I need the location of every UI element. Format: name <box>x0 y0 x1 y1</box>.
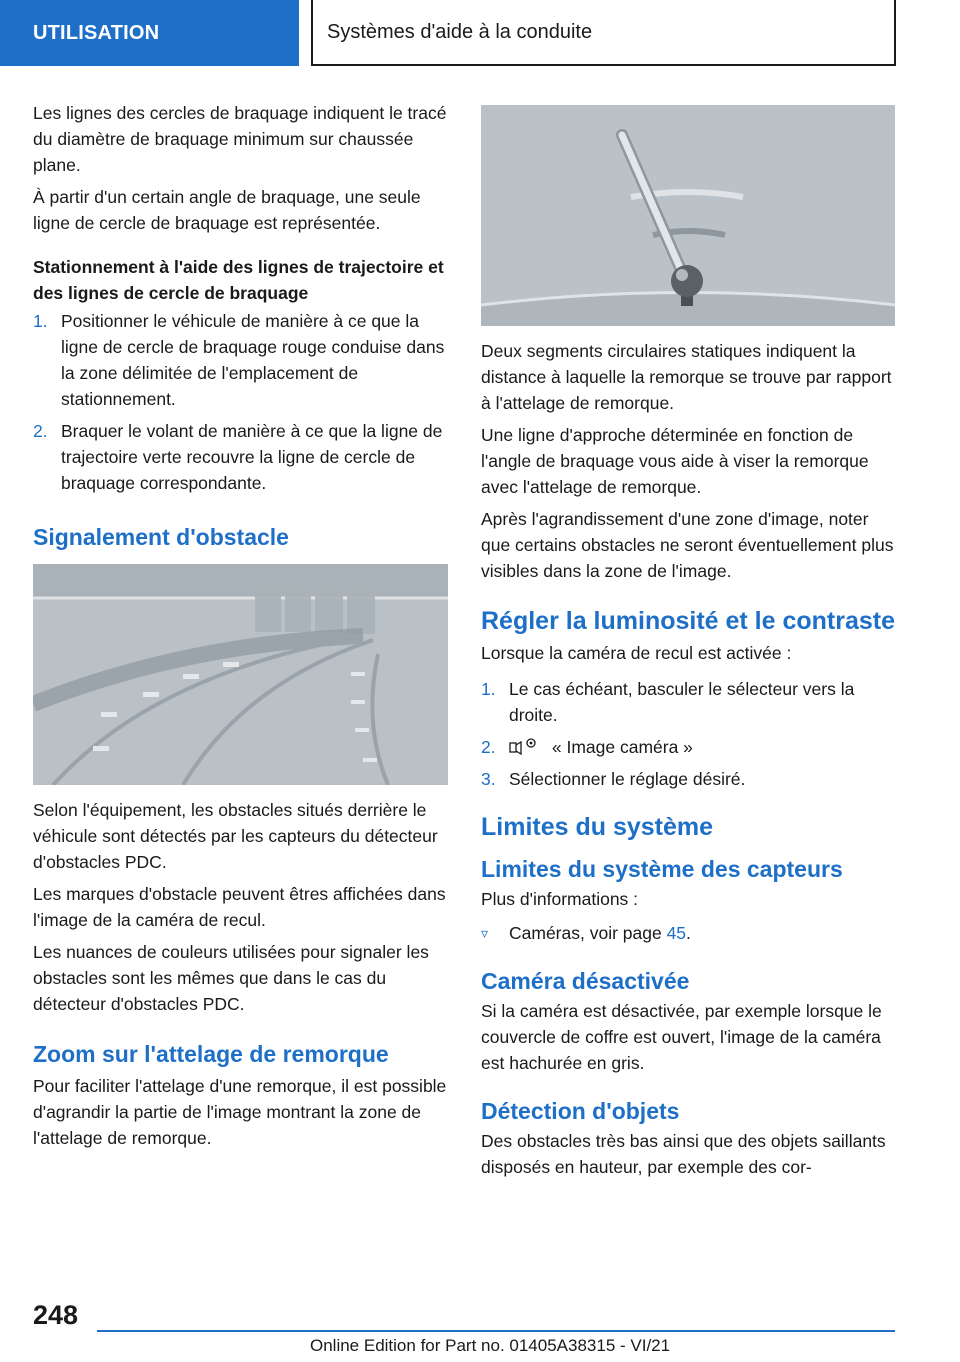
paragraph: Une ligne d'approche déterminée en fonction de l'angle de braquage vous aide à viser la remorque avec l'attelage de remorque. <box>481 425 869 497</box>
step-text: Le cas échéant, basculer le sélecteur vers la droite. <box>509 679 855 725</box>
heading-limits: Limites du système <box>481 813 714 841</box>
heading-camera-off: Caméra désactivée <box>481 968 690 994</box>
list-item <box>33 308 448 412</box>
paragraph: Les nuances de couleurs utilisées pour signaler les obstacles sont les mêmes que dans le cas du détecteur d'obstacles PDC. <box>33 942 429 1014</box>
list-item <box>481 734 895 760</box>
step-number: 2. <box>481 737 496 757</box>
heading-sensor-limits: Limites du système des capteurs <box>481 856 843 882</box>
heading-detection: Détection d'objets <box>481 1098 680 1124</box>
paragraph: Les lignes des cercles de braquage indiquent le tracé du diamètre de braquage minimum sur chaussée plane. <box>33 103 447 175</box>
subheading-parking: Stationnement à l'aide des lignes de trajectoire et des lignes de cercle de braquage <box>33 257 444 303</box>
page-header <box>0 0 960 66</box>
step-text: Sélectionner le réglage désiré. <box>509 769 746 789</box>
step-number: 3. <box>481 769 496 789</box>
heading-obstacle: Signalement d'obstacle <box>33 524 289 550</box>
list-item <box>481 676 895 728</box>
step-text: Braquer le volant de manière à ce que la ligne de trajectoire verte recouvre la ligne de cercle de braquage correspondante. <box>61 421 443 493</box>
heading-zoom: Zoom sur l'attelage de remorque <box>33 1041 389 1067</box>
camera-settings-icon <box>509 736 547 756</box>
hitch-illustration <box>481 105 895 326</box>
list-item <box>481 920 895 946</box>
left-column <box>33 100 448 1157</box>
chapter-title: Systèmes d'aide à la conduite <box>311 0 896 66</box>
step-text: Positionner le véhicule de manière à ce que la ligne de cercle de braquage rouge conduise dans la zone délimitée de l'emplacement de stationnement. <box>61 311 445 409</box>
step-number: 2. <box>33 421 48 441</box>
page-link[interactable]: 45 <box>666 923 687 943</box>
bullet-text: Caméras, voir page <box>509 923 667 943</box>
parking-steps <box>33 308 448 496</box>
paragraph: Les marques d'obstacle peuvent êtres affichées dans l'image de la caméra de recul. <box>33 884 446 930</box>
hitch-camera-image <box>481 105 895 326</box>
obstacle-camera-image <box>33 564 448 785</box>
info-bullets <box>481 920 895 946</box>
list-item <box>481 766 895 792</box>
footer-divider <box>97 1330 895 1332</box>
step-number: 1. <box>33 311 48 331</box>
right-column <box>481 105 895 1186</box>
step-text: « Image caméra » <box>551 737 693 757</box>
paragraph: Deux segments circulaires statiques indiquent la distance à laquelle la remorque se trouve par rapport à l'attelage de remorque. <box>481 341 892 413</box>
edition-note: Online Edition for Part no. 01405A38315 - VI/21 <box>310 1336 671 1355</box>
triangle-bullet-icon: ▿ <box>481 925 489 941</box>
section-tab: UTILISATION <box>0 0 299 66</box>
heading-brightness: Régler la luminosité et le contraste <box>481 607 896 635</box>
paragraph: Après l'agrandissement d'une zone d'image, noter que certains obstacles ne seront éventuellement plus visibles dans la zone de l'image. <box>481 509 894 581</box>
paragraph: Lorsque la caméra de recul est activée : <box>481 643 792 663</box>
paragraph: Pour faciliter l'attelage d'une remorque, il est possible d'agrandir la partie de l'image montrant la zone de l'attelage de remorque. <box>33 1076 447 1148</box>
obstacle-illustration <box>33 564 448 785</box>
bullet-end: . <box>686 923 691 943</box>
paragraph: Des obstacles très bas ainsi que des objets saillants disposés en hauteur, par exemple des cor- <box>481 1131 886 1177</box>
page-number: 248 <box>33 1300 79 1330</box>
paragraph: Plus d'informations : <box>481 889 639 909</box>
paragraph: À partir d'un certain angle de braquage, une seule ligne de cercle de braquage est représentée. <box>33 187 421 233</box>
paragraph: Si la caméra est désactivée, par exemple lorsque le couvercle de coffre est ouvert, l'image de la caméra est hachurée en gris. <box>481 1001 882 1073</box>
list-item <box>33 418 448 496</box>
paragraph: Selon l'équipement, les obstacles situés derrière le véhicule sont détectés par les capteurs du détecteur d'obstacles PDC. <box>33 800 438 872</box>
brightness-steps <box>481 676 895 792</box>
step-number: 1. <box>481 679 496 699</box>
